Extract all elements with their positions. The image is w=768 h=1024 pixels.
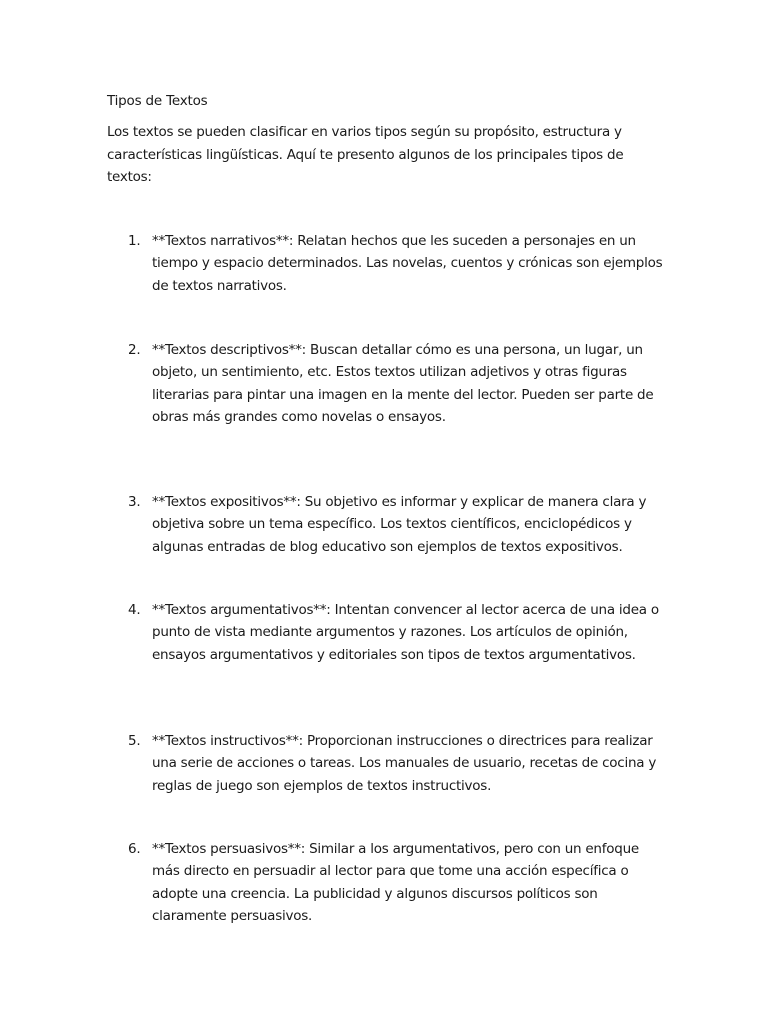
list-item-text: **Textos persuasivos**: Similar a los argumentativos, pero con un enfoque más directo en persuadir al lector para que tome una acción específica o adopte una creencia. La publicidad y algunos discursos políticos son claramente persuasivos. [152,841,639,924]
list-item-number: 1. [128,233,141,249]
list-item-text: **Textos narrativos**: Relatan hechos que les suceden a personajes en un tiempo y espacio determinados. Las novelas, cuentos y crónicas son ejemplos de textos narrativos. [152,233,663,294]
intro-paragraph: Los textos se pueden clasificar en varios tipos según su propósito, estructura y características lingüísticas. Aquí te presento algunos de los principales tipos de textos: [107,124,624,185]
list-item-text: **Textos descriptivos**: Buscan detallar cómo es una persona, un lugar, un objeto, un sentimiento, etc. Estos textos utilizan adjetivos y otras figuras literarias para pintar una imagen en la mente del lector. Pueden ser parte de obras más grandes como novelas o ensayos. [152,342,654,425]
list-item-text: **Textos instructivos**: Proporcionan instrucciones o directrices para realizar una serie de acciones o tareas. Los manuales de usuario, recetas de cocina y reglas de juego son ejemplos de textos instructivos. [152,733,657,794]
list-item-number: 6. [128,841,141,857]
document-title: Tipos de Textos [107,93,208,109]
list-item-text: **Textos argumentativos**: Intentan convencer al lector acerca de una idea o punto de vista mediante argumentos y razones. Los artículos de opinión, ensayos argumentativos y editoriales son tipos de textos argumentativos. [152,602,659,663]
list-item-number: 2. [128,342,141,358]
list-item-number: 3. [128,494,141,510]
list-item-text: **Textos expositivos**: Su objetivo es informar y explicar de manera clara y objetiva sobre un tema específico. Los textos científicos, enciclopédicos y algunas entradas de blog educativo son ejemplos de textos expositivos. [152,494,647,555]
list-item-number: 5. [128,733,141,749]
list-item-number: 4. [128,602,141,618]
